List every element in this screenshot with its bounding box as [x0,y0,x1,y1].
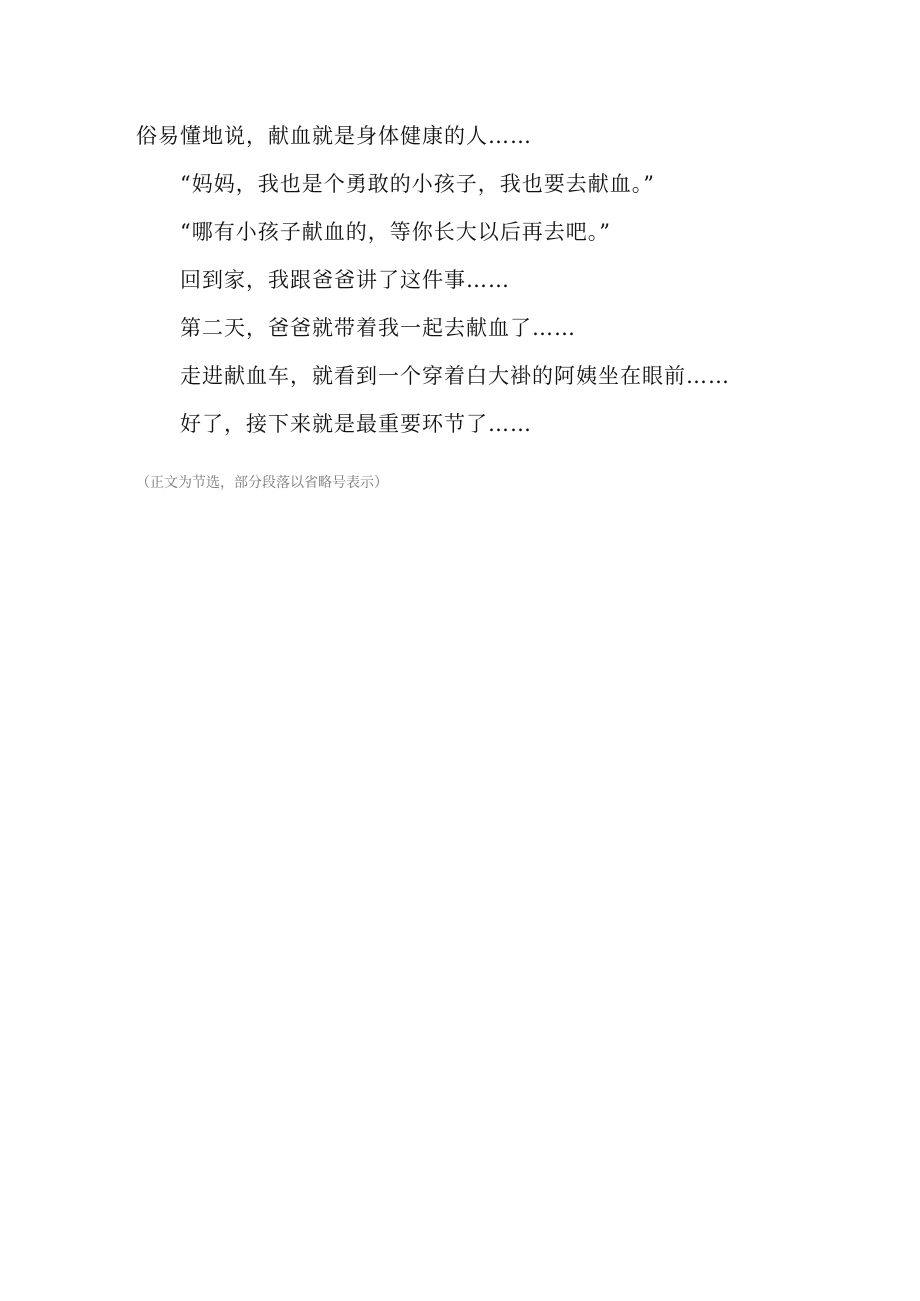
excerpt-note: （正文为节选，部分段落以省略号表示） [136,475,388,491]
document-page [136,112,796,494]
paragraph: 第二天，爸爸就带着我一起去献血了…… [180,316,576,340]
paragraph: 走进献血车，就看到一个穿着白大褂的阿姨坐在眼前…… [180,364,730,388]
paragraph: “哪有小孩子献血的，等你长大以后再去吧。” [180,220,611,244]
paragraph: “妈妈，我也是个勇敢的小孩子，我也要去献血。” [180,172,655,196]
paragraph: 好了，接下来就是最重要环节了…… [180,412,532,436]
paragraph: 俗易懂地说，献血就是身体健康的人…… [136,124,532,148]
paragraph: 回到家，我跟爸爸讲了这件事…… [180,268,510,292]
